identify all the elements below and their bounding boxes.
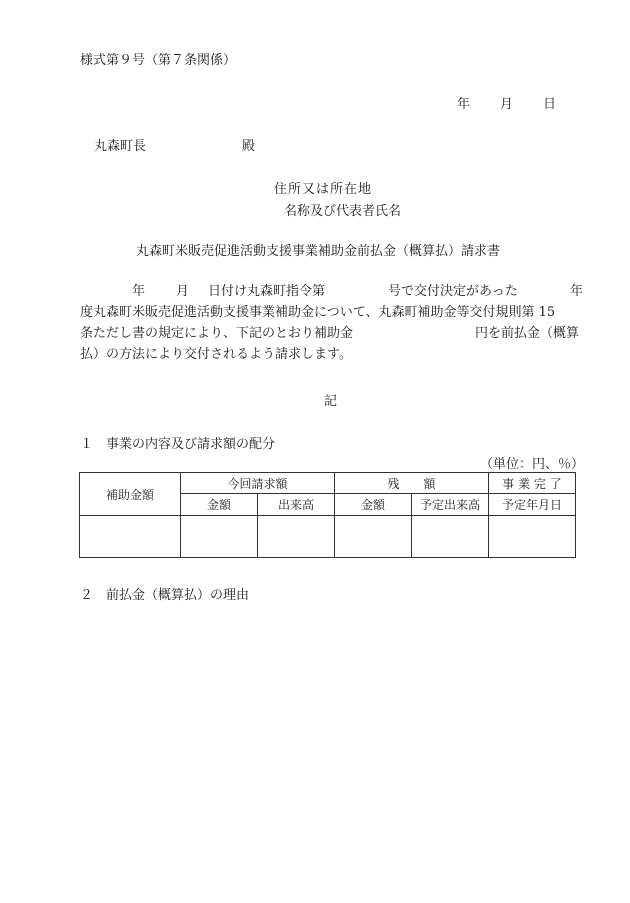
- date-line: [457, 93, 556, 112]
- body-amount-clause: 円を前払金（概算: [475, 326, 580, 341]
- form-number: 様式第９号（第７条関係）: [80, 53, 237, 68]
- cell-remaining-planned-progress[interactable]: [412, 516, 489, 558]
- ki-heading: 記: [324, 394, 338, 409]
- header-current-amount: 金額: [181, 494, 258, 516]
- body-subsidy-clause: 条ただし書の規定により、下記のとおり補助金: [80, 326, 354, 341]
- request-body-text: [80, 281, 586, 365]
- date-month-label: 月: [500, 97, 514, 112]
- body-fiscal-year: 年: [570, 284, 584, 299]
- body-line-2: 度丸森町米販売促進活動支援事業補助金について、丸森町補助金等交付規則第 15: [80, 305, 556, 320]
- allocation-table: [79, 472, 576, 558]
- body-directive: 日付け丸森町指令第: [208, 284, 326, 299]
- body-line-3: [80, 323, 586, 344]
- document-title: 丸森町米販売促進活動支援事業補助金前払金（概算払）請求書: [136, 244, 501, 259]
- header-current-progress: 出来高: [258, 494, 335, 516]
- date-year-label: 年: [457, 97, 471, 112]
- cell-remaining-amount[interactable]: [335, 516, 412, 558]
- header-remaining-planned-progress: 予定出来高: [412, 494, 489, 516]
- addressee-name: 丸森町長: [94, 139, 147, 154]
- header-current-request: 今回請求額: [181, 473, 335, 494]
- header-completion-bottom: 予定年月日: [489, 494, 576, 516]
- body-year: 年: [132, 284, 146, 299]
- addressee: [94, 135, 256, 154]
- body-line-1: [80, 281, 586, 302]
- body-line-4: 払）の方法により交付されるよう請求します。: [80, 347, 352, 362]
- section-2-heading: ２ 前払金（概算払）の理由: [80, 588, 250, 603]
- header-remaining-amount: 金額: [335, 494, 412, 516]
- date-day-label: 日: [543, 97, 557, 112]
- cell-subsidy-amount[interactable]: [80, 516, 181, 558]
- cell-completion-date[interactable]: [489, 516, 576, 558]
- header-remaining: 残 額: [335, 473, 489, 494]
- applicant-name-label: 名称及び代表者氏名: [284, 204, 402, 219]
- body-month: 月: [176, 284, 190, 299]
- body-decision: 号で交付決定があった: [388, 284, 518, 299]
- cell-current-amount[interactable]: [181, 516, 258, 558]
- section-1-heading: １ 事業の内容及び請求額の配分: [80, 437, 276, 452]
- addressee-honorific: 殿: [242, 139, 256, 154]
- cell-current-progress[interactable]: [258, 516, 335, 558]
- applicant-address-label: 住所又は所在地: [274, 182, 373, 197]
- unit-note: （単位：円、％）: [480, 457, 585, 472]
- table-row: [80, 516, 576, 558]
- header-subsidy-amount: 補助金額: [80, 473, 181, 516]
- header-completion-top: 事 業 完 了: [489, 473, 576, 494]
